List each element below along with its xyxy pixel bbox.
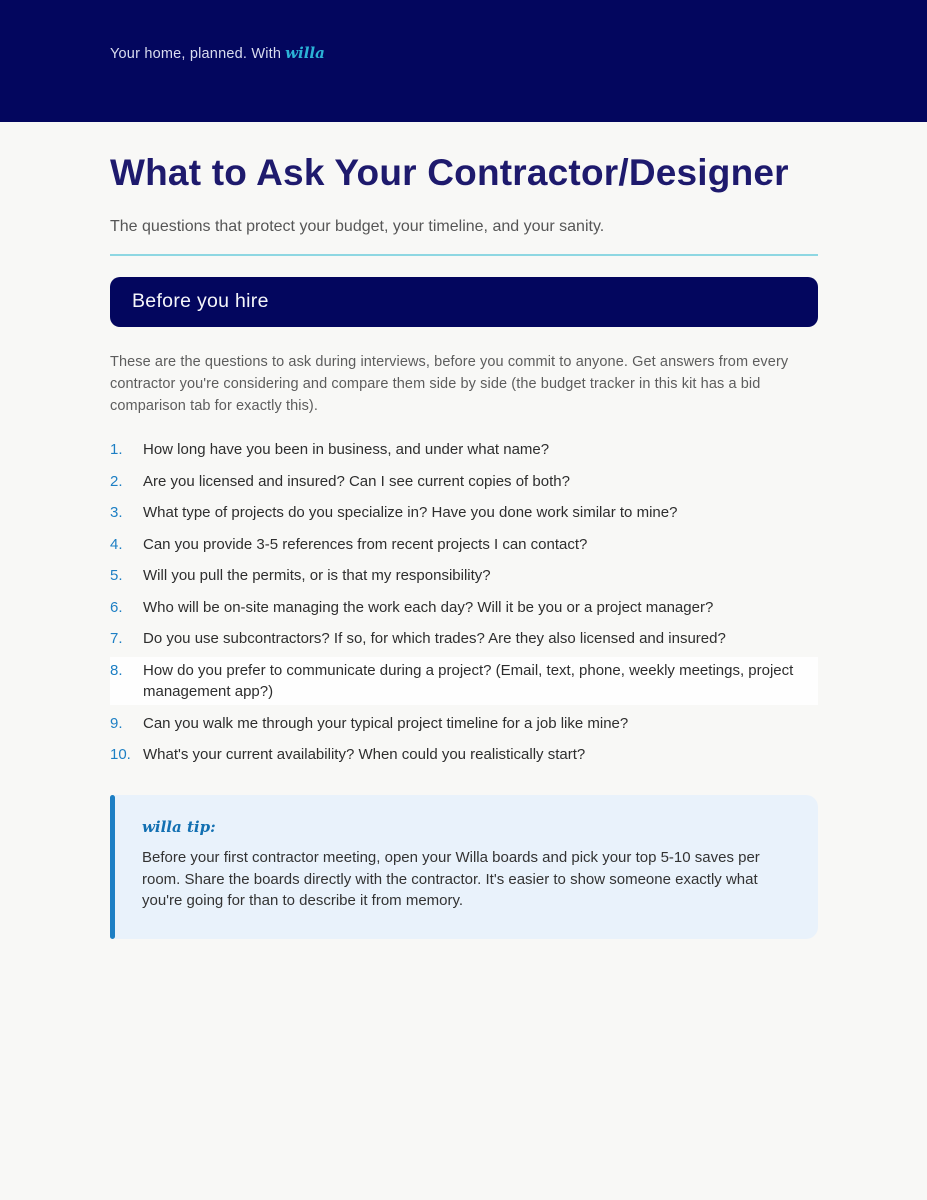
question-number: 5.: [110, 567, 123, 585]
question-text: Are you licensed and insured? Can I see current copies of both?: [143, 472, 570, 490]
question-number: 10.: [110, 746, 131, 764]
question-item-6: [110, 594, 818, 621]
tip-accent-bar: [110, 795, 115, 939]
question-item-7: [110, 626, 818, 653]
document-body: [110, 153, 818, 939]
section-heading: Before you hire: [132, 290, 269, 313]
question-number: 1.: [110, 441, 123, 459]
section-intro: These are the questions to ask during interviews, before you commit to anyone. Get answers from every contractor you're considering and compare them side by side (the budget tracker in this kit has a bid comparison tab for exactly this).: [110, 353, 789, 414]
tip-label: willa tip:: [142, 818, 216, 837]
question-number: 8.: [110, 661, 123, 679]
question-item-10: [110, 742, 818, 769]
page-subtitle: The questions that protect your budget, your timeline, and your sanity.: [110, 217, 605, 235]
question-item-5: [110, 563, 818, 590]
tip-text: Before your first contractor meeting, open your Willa boards and pick your top 5-10 saves per room. Share the boards directly with the contractor. It's easier to show someone exactly what you're going for than to describe it from memory.: [142, 849, 760, 910]
divider-rule: [110, 254, 818, 256]
question-text: Who will be on-site managing the work each day? Will it be you or a project manager?: [143, 598, 714, 616]
question-number: 7.: [110, 630, 123, 648]
question-number: 4.: [110, 535, 123, 553]
page-title: What to Ask Your Contractor/Designer: [110, 152, 789, 193]
question-text: How long have you been in business, and under what name?: [143, 441, 550, 459]
question-item-2: [110, 468, 818, 495]
question-number: 2.: [110, 472, 123, 490]
tagline-text: Your home, planned. With: [110, 46, 282, 62]
question-number: 6.: [110, 598, 123, 616]
question-text: What type of projects do you specialize in? Have you done work similar to mine?: [143, 504, 678, 522]
willa-logo: willa: [285, 44, 325, 62]
masthead: [0, 0, 927, 122]
question-text: Do you use subcontractors? If so, for which trades? Are they also licensed and insured?: [143, 630, 726, 648]
tip-body: [115, 795, 818, 939]
question-number: 3.: [110, 504, 123, 522]
question-text: Can you walk me through your typical project timeline for a job like mine?: [143, 714, 629, 732]
question-item-4: [110, 531, 818, 558]
question-number: 9.: [110, 714, 123, 732]
questions-list: [110, 437, 818, 769]
question-text: What's your current availability? When could you realistically start?: [143, 746, 586, 764]
willa-tip-callout: [110, 795, 818, 939]
question-item-1: [110, 437, 818, 464]
question-item-8: [110, 657, 818, 705]
question-item-3: [110, 500, 818, 527]
question-text: Can you provide 3-5 references from recent projects I can contact?: [143, 535, 588, 553]
question-text: How do you prefer to communicate during a project? (Email, text, phone, weekly meetings, project management app?): [143, 661, 794, 701]
question-text: Will you pull the permits, or is that my responsibility?: [143, 567, 491, 585]
question-item-9: [110, 710, 818, 737]
section-banner-before-you-hire: [110, 277, 818, 327]
